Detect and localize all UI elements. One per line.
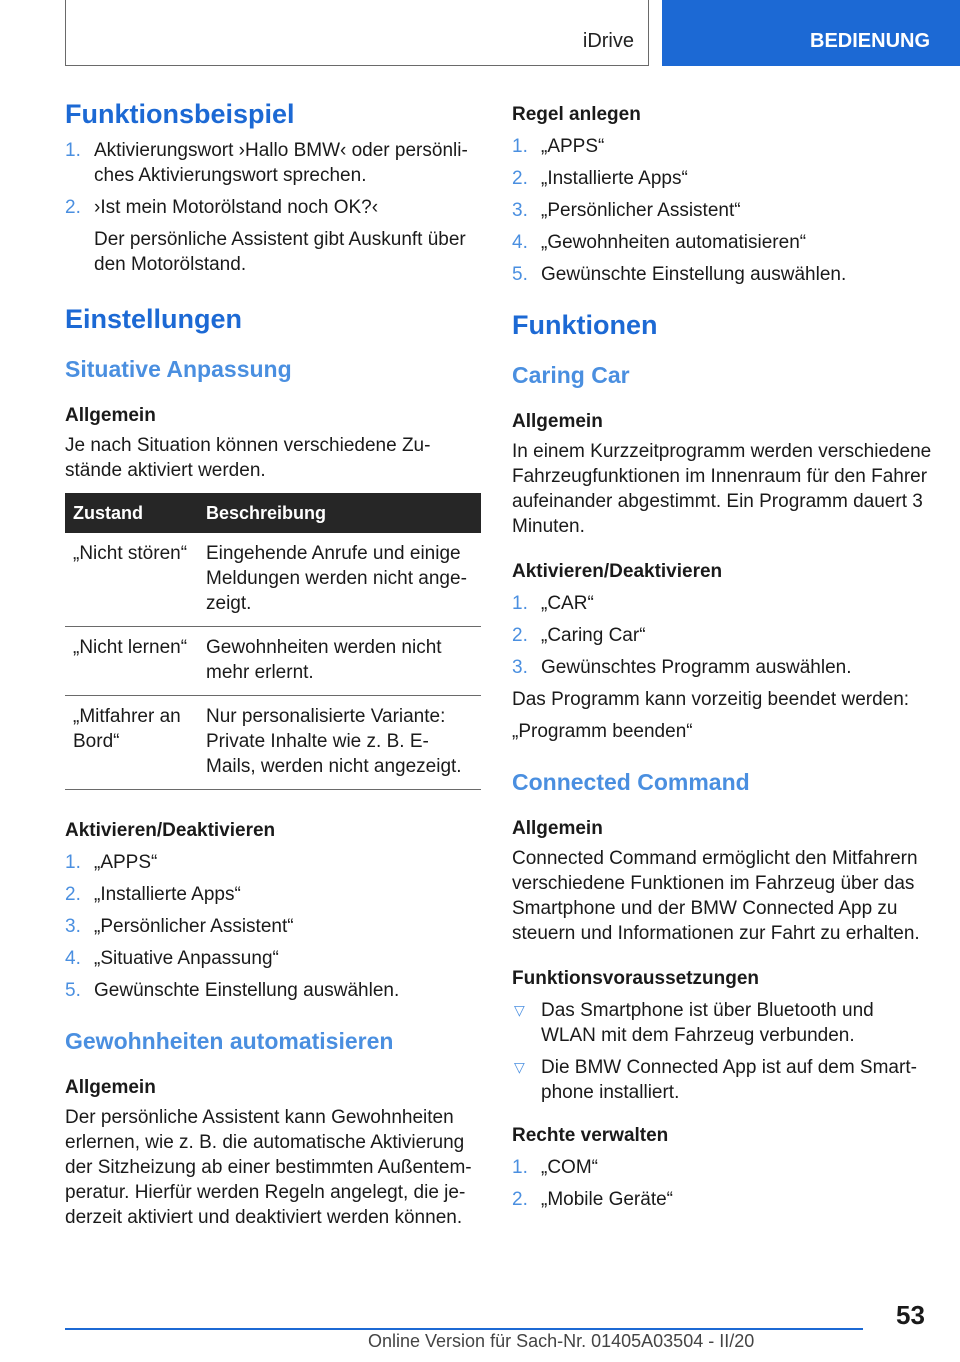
step-result: Der persönliche Assistent gibt Auskunft über den Motorölstand. [94,229,466,275]
table-row: „Nicht lernen“ Gewohnheiten werden nicht mehr erlernt. [65,627,481,696]
table-row: „Nicht stören“ Eingehende Anrufe und einige Meldungen werden nicht angezeigt. [65,533,481,627]
footer-divider [65,1328,863,1330]
list-item: 4. „Situative Anpassung“ [65,948,279,969]
page-number: 53 [896,1300,925,1330]
status-table [65,493,481,790]
left-column [65,96,481,1230]
right-column [512,102,932,1219]
list-item: ▽ Die BMW Connected App ist auf dem Smartphone installiert. [514,1057,917,1103]
prereq-label: Funktionsvoraussetzungen [512,968,760,989]
connected-command-title: Connected Command [512,769,750,795]
functions-title: Funktionen [512,310,658,340]
list-item: 3. Gewünschtes Programm auswählen. [512,657,852,678]
list-item: 5. Gewünschte Einstellung auswählen. [65,980,400,1001]
example-title: Funktionsbeispiel [65,99,295,129]
cc-text: Connected Command ermöglicht den Mitfahrern verschiedene Funktionen im Fahrzeug über das Smartphone und der BMW Connected App zu steuern und Informationen zur Fahrt zu erhalten. [512,848,920,944]
list-item: ▽ Das Smartphone ist über Bluetooth und WLAN mit dem Fahrzeug verbunden. [514,1000,874,1046]
situative-title: Situative Anpassung [65,356,292,382]
caring-end-text: Das Programm kann vorzeitig beendet werden: [512,689,910,710]
header-chapter-box [662,0,960,66]
list-item: 1. „CAR“ [512,593,594,614]
situative-allgemein-label: Allgemein [65,405,156,426]
rights-label: Rechte verwalten [512,1125,669,1146]
list-item: 1. „COM“ [512,1157,598,1178]
caring-activate-label: Aktivieren/Deaktivieren [512,561,723,582]
table-header-beschreibung: Beschreibung [198,493,481,533]
rule-label: Regel anlegen [512,104,641,125]
habits-title: Gewohnheiten automatisieren [65,1028,394,1054]
list-item: 4. „Gewohnheiten automatisieren“ [512,232,807,253]
example-steps [65,138,481,277]
triangle-bullet-icon: ▽ [514,1059,525,1075]
list-item: 3. „Persönlicher Assistent“ [65,916,294,937]
caring-allgemein-label: Allgemein [512,411,603,432]
cc-allgemein-label: Allgemein [512,818,603,839]
prereq-list [512,998,932,1105]
table-row: „Mitfahrer an Bord“ Nur personalisierte Variante: Private Inhalte wie z. B. E-Mails, werden nicht angezeigt. [65,696,481,790]
settings-title: Einstellungen [65,304,243,334]
caring-steps [512,591,932,680]
list-item: 5. Gewünschte Einstellung auswählen. [512,264,847,285]
list-item: 1. „APPS“ [65,852,158,873]
list-item: 2. „Caring Car“ [512,625,646,646]
header-section-box [65,0,649,66]
list-item: 1. Aktivierungswort ›Hallo BMW‹ oder persönliches Aktivierungswort sprechen. [65,140,468,186]
list-item: 3. „Persönlicher Assistent“ [512,200,741,221]
caring-title: Caring Car [512,362,630,388]
triangle-bullet-icon: ▽ [514,1002,525,1018]
activate-steps [65,850,481,1003]
habits-allgemein-label: Allgemein [65,1077,156,1098]
habits-text: Der persönliche Assistent kann Gewohnheiten erlernen, wie z. B. die automatische Aktivierung der Sitzheizung ab einer bestimmten Außentemperatur. Hierfür werden Regeln angelegt, die jederzeit aktiviert und deaktiviert werden können. [65,1107,472,1228]
list-item: 1. „APPS“ [512,136,605,157]
caring-end-command: „Programm beenden“ [512,721,693,742]
situative-intro: Je nach Situation können verschiedene Zustände aktiviert werden. [65,435,431,481]
rights-steps [512,1155,932,1212]
list-item: 2. „Installierte Apps“ [65,884,241,905]
activate-label: Aktivieren/Deaktivieren [65,820,276,841]
table-header-zustand: Zustand [65,493,198,533]
header-section-label: iDrive [582,30,634,52]
caring-text: In einem Kurzzeitprogramm werden verschiedene Fahrzeugfunktionen im Innenraum für den Fahrer aufeinander abgestimmt. Ein Programm dauert 3 Minuten. [512,441,932,537]
header-chapter-label: BEDIENUNG [810,30,931,52]
footer-text: Online Version für Sach-Nr. 01405A03504 - II/20 [368,1331,755,1351]
list-item: 2. „Mobile Geräte“ [512,1189,673,1210]
list-item: 2. ›Ist mein Motorölstand noch OK?‹ Der persönliche Assistent gibt Auskunft über den Motorölstand. [65,195,481,277]
rule-steps [512,134,932,287]
list-item: 2. „Installierte Apps“ [512,168,688,189]
